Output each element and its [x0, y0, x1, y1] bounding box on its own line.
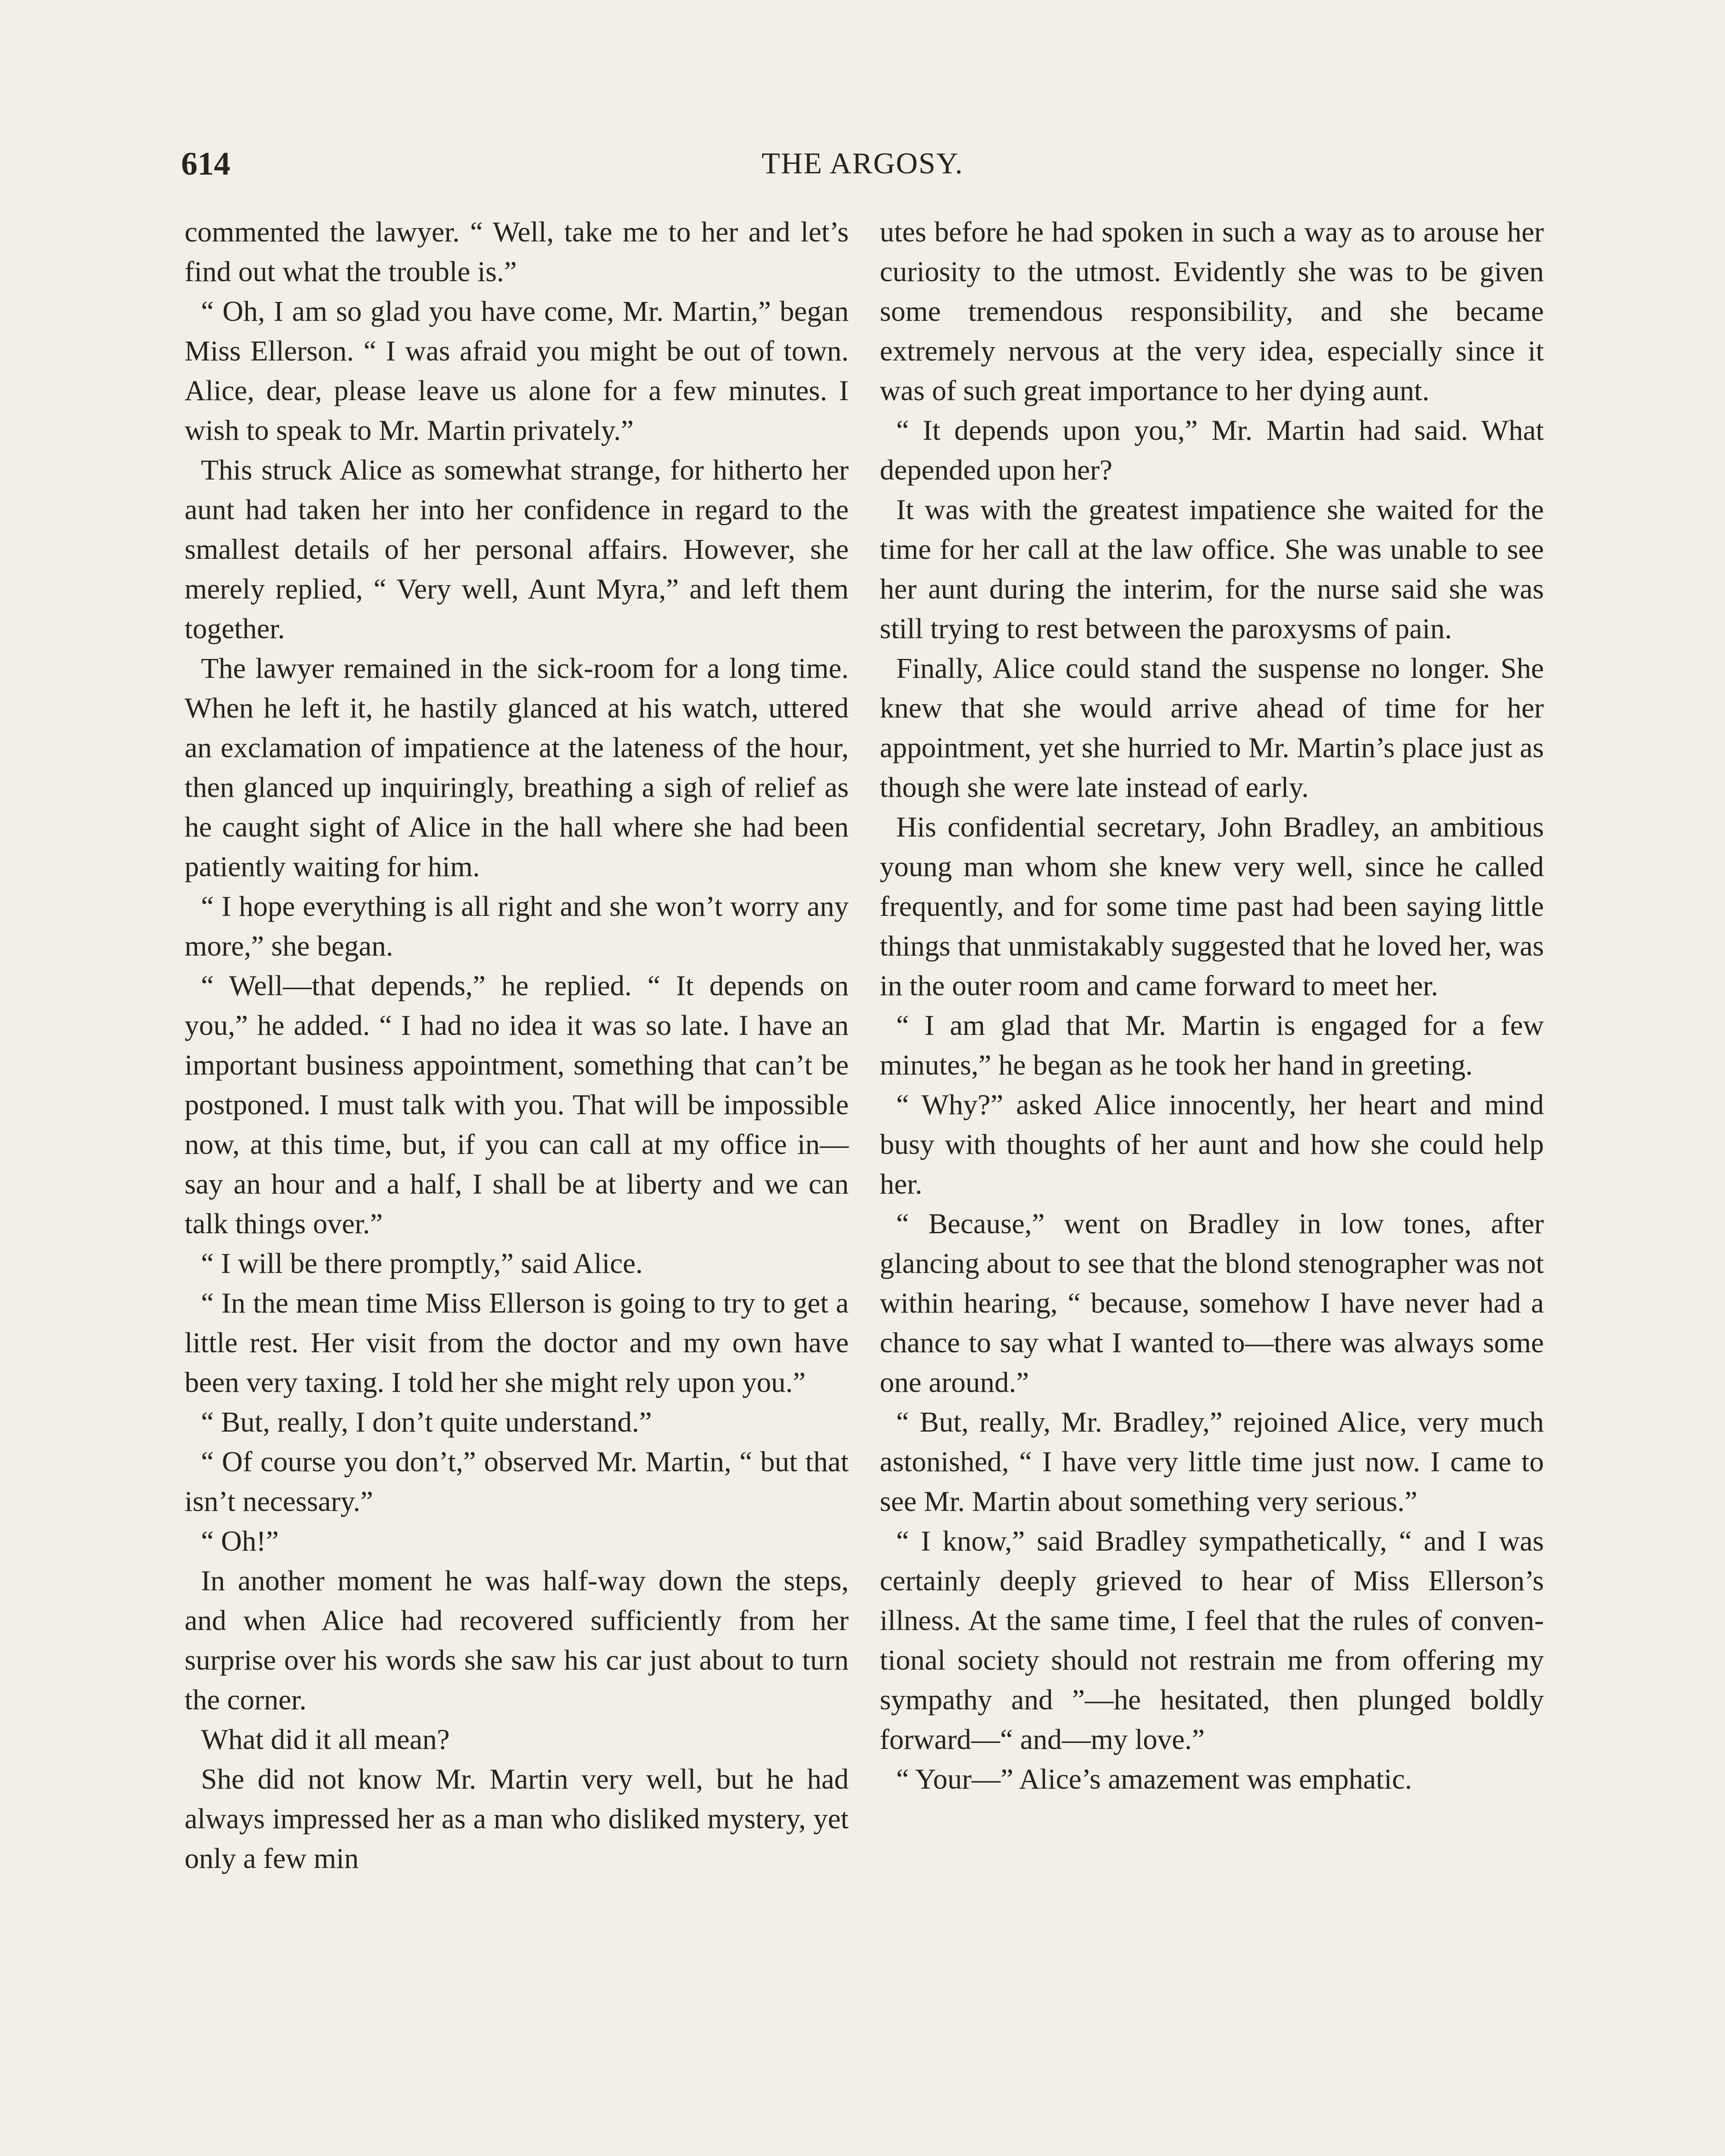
- paragraph: “ Why?” asked Alice innocently, her heart and mind busy with thoughts of her aunt and how she could help her.: [880, 1089, 1544, 1200]
- paragraph: “ Well—that depends,” he replied. “ It depends on you,” he added. “ I had no idea it was so late. I have an important business appointment, something that can’t be postponed. I must talk with you. That will be impossible now, at this time, but, if you can call at my office in—say an hour and a half, I shall be at liberty and we can talk things over.”: [185, 970, 849, 1240]
- paragraph: “ Of course you don’t,” observed Mr. Martin, “ but that isn’t necessary.”: [185, 1446, 849, 1517]
- right-column: [880, 212, 1544, 2156]
- paragraph: She did not know Mr. Martin very well, but he had always impressed her as a man who disliked mystery, yet only a few min: [185, 1763, 849, 1874]
- paragraph: “ Your—” Alice’s amazement was emphatic.: [896, 1763, 1412, 1795]
- paragraph: His confidential secretary, John Bradley, an ambitious young man whom she knew very well, since he called frequently, and for some time past had been saying little things that unmistakably suggested that he loved her, was in the outer room and came forward to meet her.: [880, 811, 1544, 1002]
- paragraph: “ Oh, I am so glad you have come, Mr. Martin,” began Miss Ellerson. “ I was afraid you might be out of town. Alice, dear, please leave us alone for a few minutes. I wish to speak to Mr. Martin privately.”: [185, 295, 849, 446]
- paragraph: “ I know,” said Bradley sympathetically, “ and I was certainly deeply grieved to hear of Miss Ellerson’s illness. At the same time, I feel that the rules of conventional society should not restrain me from offering my sympathy and ”—he hesitated, then plunged boldly forward—“ and—my love.”: [880, 1525, 1544, 1755]
- paragraph: utes before he had spoken in such a way as to arouse her curiosity to the utmost. Evidently she was to be given some tremendous responsibility, and she became extremely nervous at the very idea, especially since it was of such great importance to her dying aunt.: [880, 216, 1544, 407]
- paragraph: It was with the greatest impatience she waited for the time for her call at the law office. She was unable to see her aunt during the interim, for the nurse said she was still trying to rest between the paroxysms of pain.: [880, 494, 1544, 645]
- page-number: 614: [181, 146, 230, 182]
- page-header: [181, 142, 1544, 185]
- paragraph: “ But, really, Mr. Bradley,” rejoined Alice, very much astonished, “ I have very little time just now. I came to see Mr. Martin about something very serious.”: [880, 1406, 1544, 1517]
- paragraph: What did it all mean?: [201, 1724, 450, 1755]
- paragraph: commented the lawyer. “ Well, take me to her and let’s find out what the trouble is.”: [185, 216, 849, 288]
- paragraph: In another moment he was half-way down the steps, and when Alice had recovered sufficiently from her surprise over his words she saw his car just about to turn the corner.: [185, 1565, 849, 1716]
- paragraph: “ But, really, I don’t quite understand.”: [201, 1406, 652, 1438]
- paragraph: “ I hope everything is all right and she won’t worry any more,” she began.: [185, 890, 849, 962]
- paragraph: This struck Alice as somewhat strange, for hitherto her aunt had taken her into her confidence in regard to the smallest details of her personal affairs. However, she merely replied, “ Very well, Aunt Myra,” and left them together.: [185, 454, 849, 645]
- left-column: [185, 212, 849, 2156]
- paragraph: The lawyer remained in the sick-room for a long time. When he left it, he hastily glanced at his watch, uttered an exclamation of impatience at the lateness of the hour, then glanced up inquiringly, breathing a sigh of relief as he caught sight of Alice in the hall where she had been patiently waiting for him.: [185, 652, 849, 883]
- paragraph: “ I will be there promptly,” said Alice.: [201, 1247, 643, 1279]
- paragraph: “ It depends upon you,” Mr. Martin had said. What depended upon her?: [880, 414, 1544, 486]
- paragraph: “ In the mean time Miss Ellerson is going to try to get a little rest. Her visit from the doctor and my own have been very taxing. I told her she might rely upon you.”: [185, 1287, 849, 1398]
- paragraph: “ Oh!”: [201, 1525, 279, 1557]
- paragraph: “ Because,” went on Bradley in low tones, after glancing about to see that the blond stenographer was not within hearing, “ because, somehow I have never had a chance to say what I wanted to—there was always some one around.”: [880, 1208, 1544, 1398]
- paragraph: “ I am glad that Mr. Martin is engaged for a few minutes,” he began as he took her hand in greeting.: [880, 1009, 1544, 1081]
- paragraph: Finally, Alice could stand the suspense no longer. She knew that she would arrive ahead of time for her appointment, yet she hurried to Mr. Martin’s place just as though she were late instead of early.: [880, 652, 1544, 803]
- running-title: THE ARGOSY.: [761, 147, 963, 180]
